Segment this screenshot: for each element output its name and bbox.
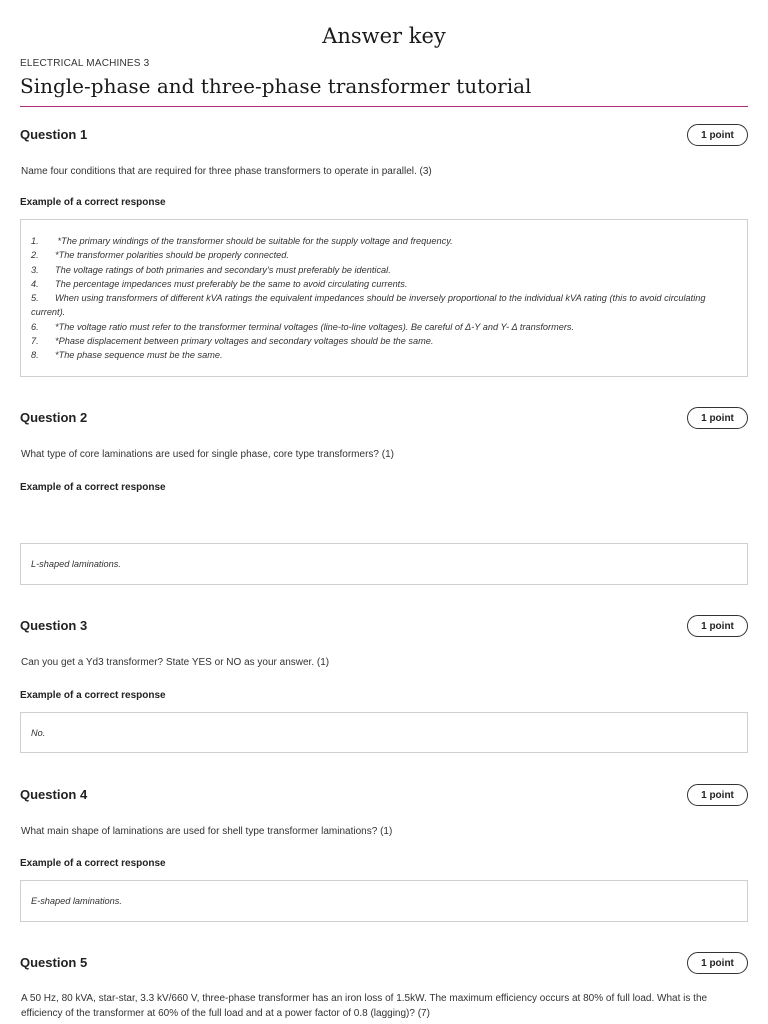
- response-list: [21, 220, 747, 377]
- response-box: [20, 219, 748, 377]
- example-response-label: Example of a correct response: [20, 482, 166, 493]
- question-text: Can you get a Yd3 transformer? State YES or NO as your answer. (1): [21, 657, 330, 668]
- question-text: What type of core laminations are used for single phase, core type transformers? (1): [21, 449, 394, 460]
- page-title: Answer key: [322, 24, 446, 48]
- example-response-label: Example of a correct response: [20, 690, 166, 701]
- response-text: E-shaped laminations.: [31, 896, 122, 906]
- list-item: 6. *The voltage ratio must refer to the transformer terminal voltages (line-to-line voltages). Be careful of Δ-Y and Y- Δ transformers.: [31, 321, 575, 332]
- document-title: Single-phase and three-phase transformer tutorial: [20, 74, 532, 98]
- response-box: [20, 543, 748, 585]
- example-response-label: Example of a correct response: [20, 858, 166, 869]
- response-box: [20, 712, 748, 753]
- list-item: 2. *The transformer polarities should be properly connected.: [31, 250, 289, 261]
- question-2: [20, 407, 748, 569]
- points-badge: 1 point: [687, 407, 748, 429]
- title-divider: [20, 106, 748, 107]
- question-title: Question 3: [20, 618, 88, 633]
- response-text: No.: [31, 727, 46, 738]
- question-4: [20, 784, 748, 906]
- question-text: Name four conditions that are required for three phase transformers to operate in parallel. (3): [21, 166, 432, 177]
- list-item: 8. *The phase sequence must be the same.: [31, 350, 223, 361]
- question-title: Question 2: [20, 410, 88, 425]
- list-item: 1. *The primary windings of the transformer should be suitable for the supply voltage and frequency.: [31, 236, 453, 246]
- points-badge: 1 point: [687, 124, 748, 146]
- question-5: [20, 952, 748, 1019]
- course-label: ELECTRICAL MACHINES 3: [20, 58, 150, 69]
- question-text: What main shape of laminations are used for shell type transformer laminations? (1): [21, 826, 393, 837]
- question-3: [20, 615, 748, 738]
- list-item: 4. The percentage impedances must preferably be the same to avoid circulating currents.: [31, 278, 408, 289]
- points-badge: 1 point: [687, 952, 748, 974]
- points-badge: 1 point: [687, 615, 748, 637]
- example-response-label: Example of a correct response: [20, 197, 166, 208]
- points-badge: 1 point: [687, 784, 748, 806]
- list-item: 5. When using transformers of different kVA ratings the equivalent impedances should be inversely proportional to the individual kVA rating (this to avoid circulating current).: [31, 293, 706, 318]
- question-title: Question 1: [20, 127, 88, 142]
- list-item: 3. The voltage ratings of both primaries and secondary's must preferably be identical.: [31, 264, 391, 275]
- question-title: Question 5: [20, 955, 88, 970]
- response-text: L-shaped laminations.: [31, 559, 121, 569]
- response-box: [20, 880, 748, 922]
- list-item: 7. *Phase displacement between primary voltages and secondary voltages should be the same.: [31, 336, 434, 347]
- question-1: [20, 124, 748, 361]
- question-title: Question 4: [20, 787, 88, 802]
- question-text: A 50 Hz, 80 kVA, star-star, 3.3 kV/660 V, three-phase transformer has an iron loss of 1.5kW. The maximum efficiency occurs at 80% of full load. What is the efficiency of the transformer at 60% of the full load and at a power factor of 0.8 (lagging)? (7): [21, 993, 708, 1019]
